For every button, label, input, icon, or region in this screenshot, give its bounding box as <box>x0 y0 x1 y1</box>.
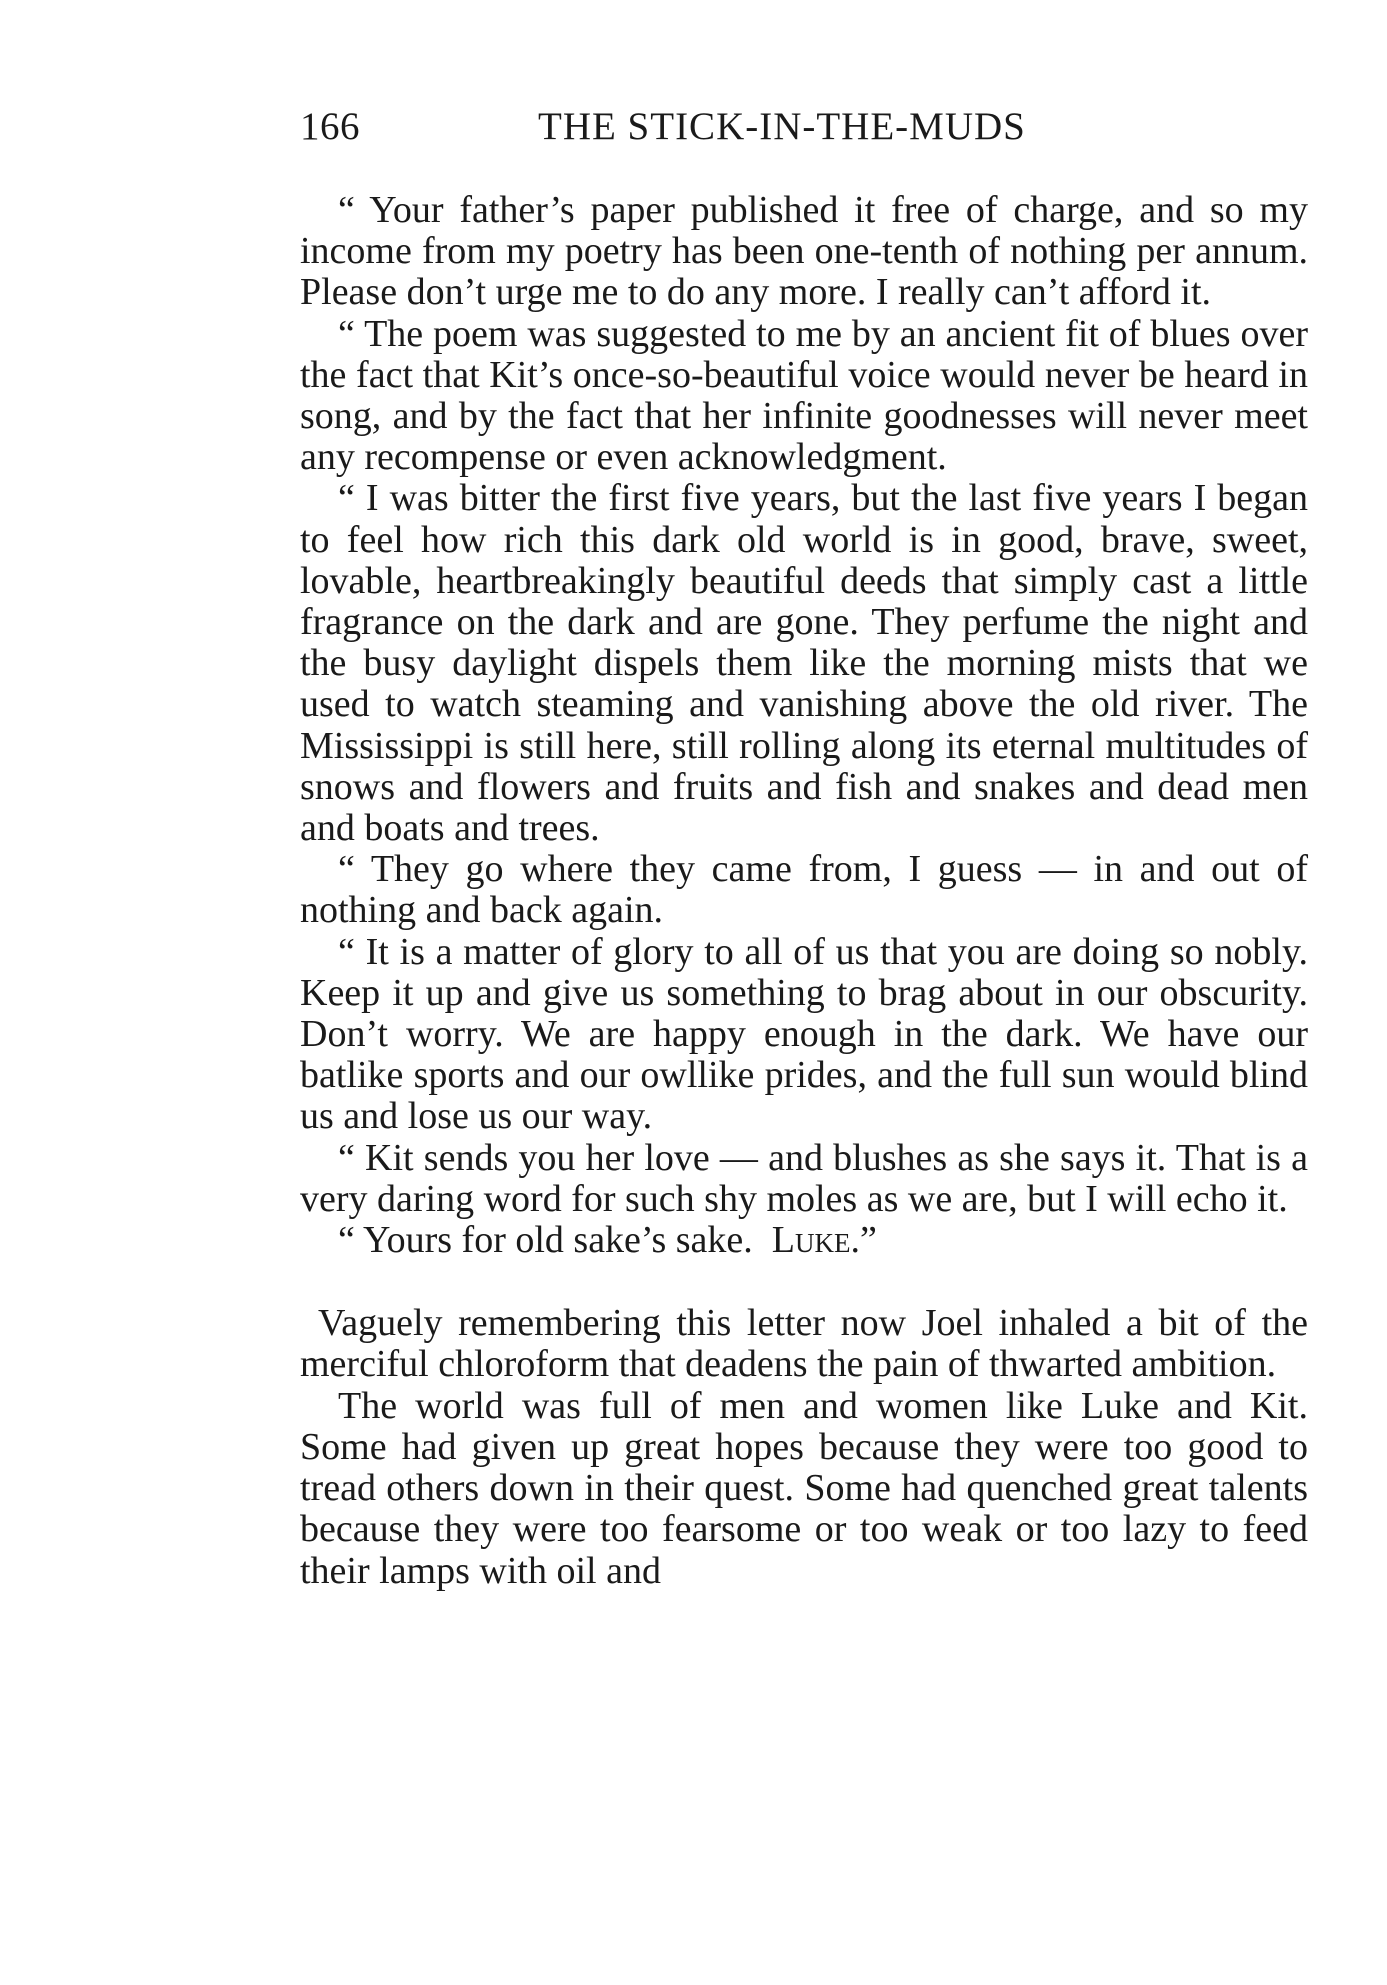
narrative-paragraph: Vaguely remembering this letter now Joel inhaled a bit of the merciful chloroform that deadens the pain of thwarted ambition. <box>300 1302 1308 1386</box>
letter-paragraph: “ I was bitter the first five years, but the last five years I began to feel how rich this dark old world is in good, brave, sweet, lovable, heartbreakingly beautiful deeds that simply cast a little fragrance on the dark and are gone. They perfume the night and the busy daylight dispels them like the morning mists that we used to watch steaming and vanishing above the old river. The Mississippi is still here, still rolling along its eternal multitudes of snows and flowers and fruits and fish and snakes and dead men and boats and trees. <box>300 477 1308 850</box>
letter-paragraph: “ Kit sends you her love — and blushes as she says it. That is a very daring word for such shy moles as we are, but I will echo it. <box>300 1136 1308 1220</box>
letter-paragraph: “ It is a matter of glory to all of us that you are doing so nobly. Keep it up and give us something to brag about in our obscurity. Don’t worry. We are happy enough in the dark. We have our batlike sports and our owllike prides, and the full sun would blind us and lose us our way. <box>300 930 1308 1138</box>
section-gap <box>300 1261 1308 1303</box>
letter-closing: “ Yours for old sake’s sake. <box>338 1219 753 1262</box>
page-number: 166 <box>300 105 360 148</box>
letter-paragraph: “ They go where they came from, I guess — in and out of nothing and back again. <box>300 848 1308 932</box>
page-header <box>300 104 1310 154</box>
letter-paragraph: “ The poem was suggested to me by an ancient fit of blues over the fact that Kit’s once-so-beautiful voice would never be heard in song, and by the fact that her infinite goodnesses will never meet any recompense or even acknowledgment. <box>300 312 1308 479</box>
page-body <box>300 190 1308 1592</box>
running-title: THE STICK-IN-THE-MUDS <box>538 105 1026 148</box>
letter-closing-line <box>300 1220 1308 1261</box>
letter-signature: Luke.” <box>771 1219 877 1262</box>
narrative-paragraph: The world was full of men and women like Luke and Kit. Some had given up great hopes because they were too good to tread others down in their quest. Some had quenched great talents because they were too fearsome or too weak or too lazy to feed their lamps with oil and <box>300 1384 1308 1592</box>
letter-paragraph: “ Your father’s paper published it free of charge, and so my income from my poetry has been one-tenth of nothing per annum. Please don’t urge me to do any more. I really can’t afford it. <box>300 189 1308 314</box>
